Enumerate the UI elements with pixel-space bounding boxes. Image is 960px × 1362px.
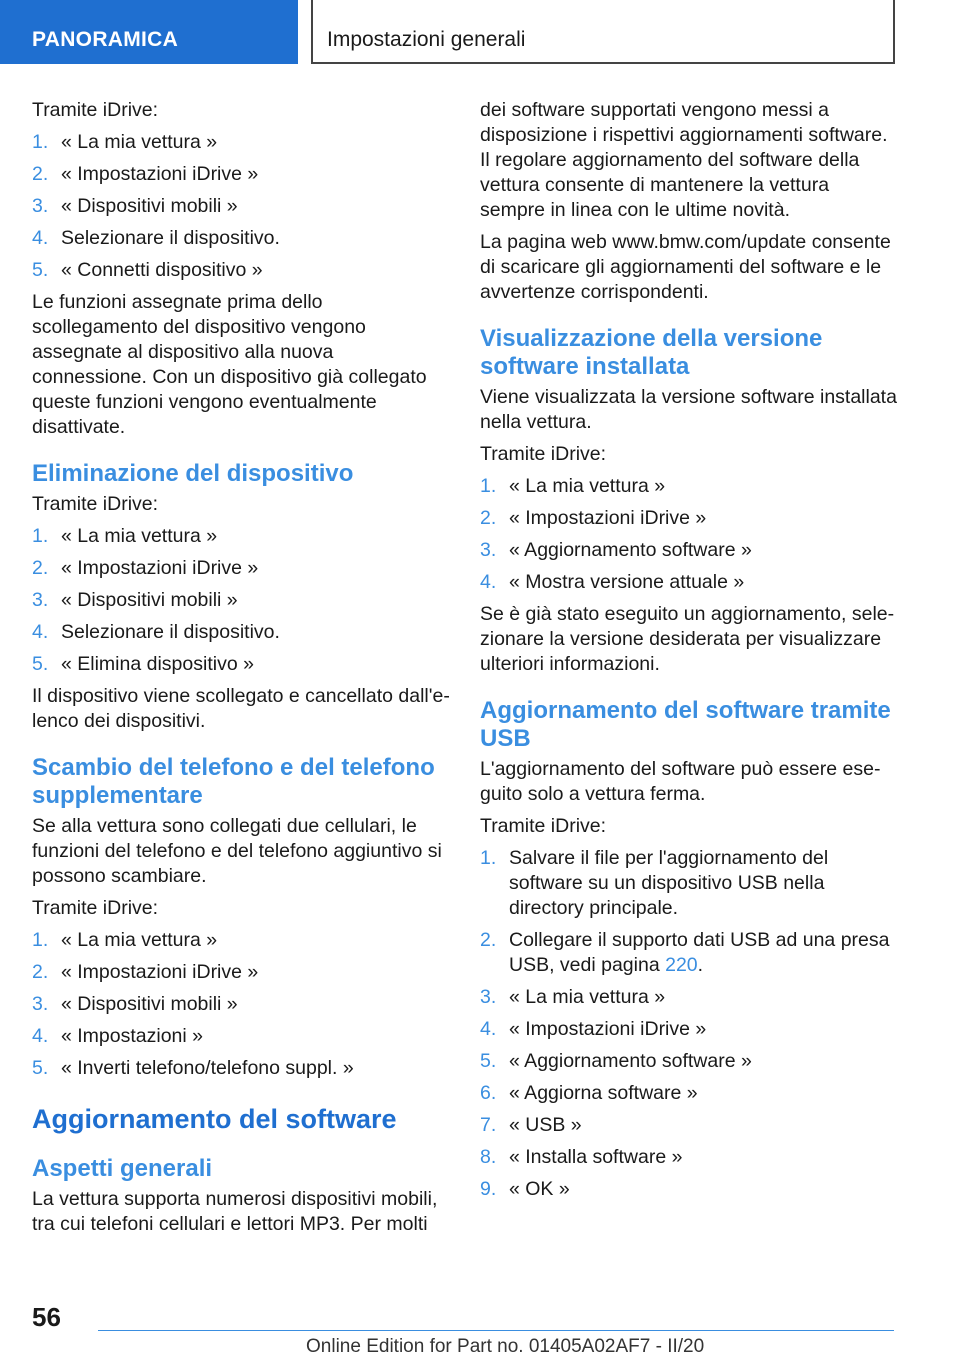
- list-item: 1. Salvare il file per l'aggiornamento del software su un dispositivo USB nella directory principale.: [480, 847, 829, 919]
- usb-steps-list: [480, 846, 898, 1202]
- swap-heading: Scambio del telefono e del telefono supplementare: [32, 754, 435, 809]
- list-item: 4. « Impostazioni »: [32, 1025, 203, 1047]
- list-item: 2. « Impostazioni iDrive »: [32, 163, 259, 185]
- list-item: 2. Collegare il supporto dati USB ad una presa USB, vedi pagina 220.: [480, 929, 890, 976]
- list-item: 4. Selezionare il dispositivo.: [32, 227, 280, 249]
- chapter-title: Impostazioni generali: [311, 0, 895, 64]
- list-item: 9. « OK »: [480, 1178, 570, 1200]
- list-item: 2. « Impostazioni iDrive »: [480, 507, 707, 529]
- list-item: 2. « Impostazioni iDrive »: [32, 557, 259, 579]
- list-item: 3. « Dispositivi mobili »: [32, 589, 238, 611]
- list-item: 4. Selezionare il dispositivo.: [32, 621, 280, 643]
- delete-note: Il dispositivo viene scollegato e cancellato dall'elenco dei dispositivi.: [32, 685, 450, 732]
- intro-via: Tramite iDrive:: [32, 99, 159, 121]
- list-item: 1. « La mia vettura »: [480, 475, 666, 497]
- list-item: 5. « Connetti dispositivo »: [32, 259, 263, 281]
- list-item: 5. « Inverti telefono/telefono suppl. »: [32, 1057, 354, 1079]
- list-item: 7. « USB »: [480, 1114, 582, 1136]
- list-item: 1. « La mia vettura »: [32, 525, 218, 547]
- page-number: 56: [32, 1302, 61, 1332]
- page-link[interactable]: 220: [665, 954, 698, 976]
- section-tab[interactable]: PANORAMICA: [0, 0, 298, 64]
- version-heading: Visualizzazione della versione software installata: [480, 325, 823, 380]
- footer-divider: [98, 1330, 894, 1331]
- delete-steps-list: [32, 524, 450, 677]
- usb-heading: Aggiornamento del software tramite USB: [480, 697, 891, 752]
- list-item: 3. « Dispositivi mobili »: [32, 195, 238, 217]
- general-text-cont: dei software supportati vengono messi a disposizione i rispettivi aggiornamenti software. Il regolare aggiornamento del software della vettura consente di mantenere la vettura sempre in linea con le ultime novità.: [480, 99, 888, 221]
- swap-steps-list: [32, 928, 450, 1081]
- list-item: 8. « Installa software »: [480, 1146, 683, 1168]
- delete-heading: Eliminazione del dispositivo: [32, 460, 354, 487]
- delete-via: Tramite iDrive:: [32, 493, 159, 515]
- version-text: Viene visualizzata la versione software installata nella vettura.: [480, 386, 897, 433]
- list-item: 3. « Aggiornamento software »: [480, 539, 752, 561]
- general-text: La vettura supporta numerosi dispositivi mobili, tra cui telefoni cellulari e lettori MP3. Per molti: [32, 1188, 438, 1235]
- list-item: 1. « La mia vettura »: [32, 131, 218, 153]
- list-item: 6. « Aggiorna software »: [480, 1082, 698, 1104]
- usb-text: L'aggiornamento del software può essere eseguito solo a vettura ferma.: [480, 758, 881, 805]
- usb-via: Tramite iDrive:: [480, 815, 607, 837]
- list-item: 5. « Elimina dispositivo »: [32, 653, 254, 675]
- swap-via: Tramite iDrive:: [32, 897, 159, 919]
- version-via: Tramite iDrive:: [480, 443, 607, 465]
- version-steps-list: [480, 474, 898, 595]
- version-note: Se è già stato eseguito un aggiornamento, selezionare la versione desiderata per visualizzare ulteriori informazioni.: [480, 603, 895, 675]
- list-item: 4. « Mostra versione attuale »: [480, 571, 745, 593]
- swap-text: Se alla vettura sono collegati due cellulari, le funzioni del telefono e del telefono aggiuntivo si possono scambiare.: [32, 815, 442, 887]
- connect-note: Le funzioni assegnate prima dello scollegamento del dispositivo vengono assegnate al dispositivo alla nuova connessione. Con un dispositivo già collegato queste funzioni vengono eventualmente disattivate.: [32, 291, 427, 438]
- left-column: [32, 98, 450, 1244]
- list-item: 2. « Impostazioni iDrive »: [32, 961, 259, 983]
- right-column: [480, 98, 898, 1209]
- list-item: 1. « La mia vettura »: [32, 929, 218, 951]
- list-item: 4. « Impostazioni iDrive »: [480, 1018, 707, 1040]
- footer-edition: Online Edition for Part no. 01405A02AF7 - II/20: [306, 1336, 705, 1357]
- software-heading: Aggiornamento del software: [32, 1104, 397, 1134]
- connect-steps-list: [32, 130, 450, 283]
- list-item: 3. « La mia vettura »: [480, 986, 666, 1008]
- web-text: La pagina web www.bmw.com/update consente di scaricare gli aggiornamenti del software e le avvertenze corrispondenti.: [480, 231, 891, 303]
- list-item: 3. « Dispositivi mobili »: [32, 993, 238, 1015]
- list-item: 5. « Aggiornamento software »: [480, 1050, 752, 1072]
- general-heading: Aspetti generali: [32, 1155, 213, 1182]
